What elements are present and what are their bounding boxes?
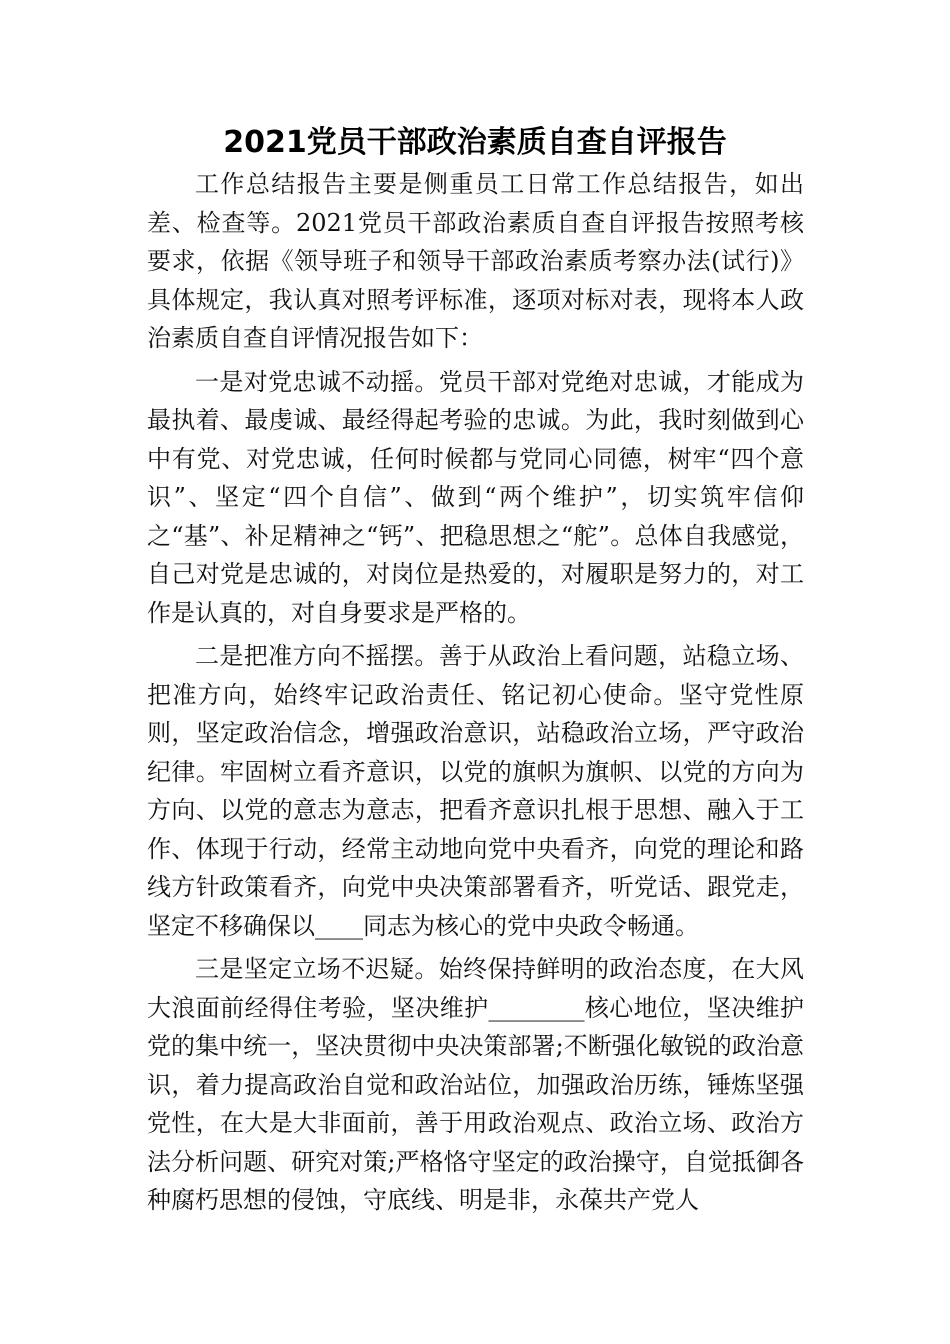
paragraph-direction: 二是把准方向不摇摆。善于从政治上看问题，站稳立场、把准方向，始终牢记政治责任、铭记初心使命。坚守党性原则，坚定政治信念，增强政治意识，站稳政治立场，严守政治纪律。牢固树立看齐意识，以党的旗帜为旗帜、以党的方向为方向、以党的意志为意志，把看齐意识扎根于思想、融入于工作、体现于行动，经常主动地向党中央看齐，向党的理论和路线方针政策看齐，向党中央决策部署看齐，听党话、跟党走，坚定不移确保以____同志为核心的党中央政令畅通。 bbox=[147, 642, 804, 940]
paragraph-intro: 工作总结报告主要是侧重员工日常工作总结报告，如出差、检查等。2021党员干部政治素质自查自评报告按照考核要求，依据《领导班子和领导干部政治素质考察办法(试行)》具体规定，我认真对照考评标准，逐项对标对表，现将本人政治素质自查自评情况报告如下： bbox=[147, 170, 804, 352]
paragraph-loyalty: 一是对党忠诚不动摇。党员干部对党绝对忠诚，才能成为最执着、最虔诚、最经得起考验的忠诚。为此，我时刻做到心中有党、对党忠诚，任何时候都与党同心同德，树牢“四个意识”、坚定“四个自信”、做到“两个维护”，切实筑牢信仰之“基”、补足精神之“钙”、把稳思想之“舵”。总体自我感觉，自己对党是忠诚的，对岗位是热爱的，对履职是努力的，对工作是认真的，对自身要求是严格的。 bbox=[147, 367, 804, 627]
document-body bbox=[147, 165, 804, 1225]
paragraph-stance: 三是坚定立场不迟疑。始终保持鲜明的政治态度，在大风大浪面前经得住考验，坚决维护________核心地位，坚决维护党的集中统一，坚决贯彻中央决策部署;不断强化敏锐的政治意识，着力提高政治自觉和政治站位，加强政治历练，锤炼坚强党性，在大是大非面前，善于用政治观点、政治立场、政治方法分析问题、研究对策;严格恪守坚定的政治操守，自觉抵御各种腐朽思想的侵蚀，守底线、明是非，永葆共产党人 bbox=[147, 955, 804, 1214]
document-title: 2021党员干部政治素质自查自评报告 bbox=[223, 125, 727, 160]
